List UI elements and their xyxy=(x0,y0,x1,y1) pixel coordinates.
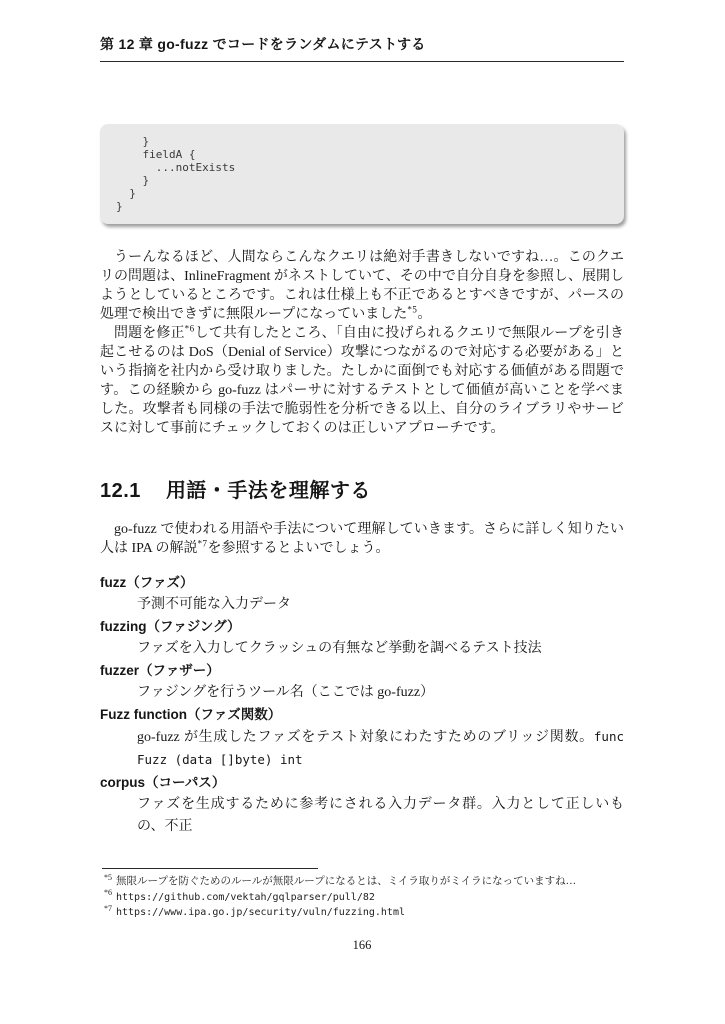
code-block xyxy=(100,124,624,224)
footnote-ref-7: *7 xyxy=(197,538,208,549)
footnote-marker: *5 xyxy=(104,872,112,882)
code-line: fieldA { xyxy=(116,148,196,161)
footnote-6 xyxy=(100,890,624,906)
glossary-desc-text: go-fuzz が生成したファズをテスト対象にわたすためのブリッジ関数。 xyxy=(137,730,594,745)
paragraph-text: go-fuzz で使われる用語や手法について理解していきます。さらに詳しく知りたい人は IPA の解説 xyxy=(100,522,624,556)
footnote-7 xyxy=(100,905,624,921)
glossary-term-corpus: corpus（コーパス） xyxy=(100,775,226,790)
paragraph-text: して共有したところ、「自由に投げられるクエリで無限ループを引き起こせるのは DoS（Denial of Service）攻撃につながるので対応する必要がある」という指摘を社内から受け取りました。たしかに面倒でも対応する価値がある問題です。この経験から go-fuzz はパーサに対するテストとして価値が高いことを学べました。攻撃者も同様の手法で脆弱性を分析できる以上、自分のライブラリやサービスに対して事前にチェックしておくのは正しいアプローチです。 xyxy=(100,326,624,436)
code-line: } xyxy=(116,135,150,148)
footnote-ref-6: *6 xyxy=(184,323,195,334)
glossary-desc-fuzz xyxy=(137,594,624,616)
paragraph-text: 問題を修正 xyxy=(114,326,185,341)
glossary-term-fuzzer: fuzzer（ファザー） xyxy=(100,663,220,678)
footnote-ref-5: *5 xyxy=(407,304,418,315)
glossary-term-fuzzing: fuzzing（ファジング） xyxy=(100,619,241,634)
code-line: } xyxy=(116,187,136,200)
running-header xyxy=(100,0,624,62)
code-line: } xyxy=(116,174,150,187)
footnote-rule xyxy=(102,868,318,869)
glossary-desc-text: ファズを入力してクラッシュの有無など挙動を調べるテスト技法 xyxy=(137,641,542,656)
footnote-text: 無限ループを防ぐためのルールが無限ループになるとは、ミイラ取りがミイラになっていますね… xyxy=(116,876,577,887)
footnote-5 xyxy=(100,874,624,890)
paragraph-text: うーんなるほど、人間ならこんなクエリは絶対手書きしないですね…。このクエリの問題は、InlineFragment がネストしていて、その中で自分自身を参照し、展開しようとしているところです。これは仕様上も不正であるとすべきですが、パースの処理で検出できずに無限ループになっていました xyxy=(100,250,624,322)
paragraph-query-problem xyxy=(100,248,624,324)
paragraph-dos-feedback xyxy=(100,324,624,438)
footnote-url: https://github.com/vektah/gqlparser/pull/82 xyxy=(116,891,375,903)
glossary-term-fuzz: fuzz（ファズ） xyxy=(100,575,194,590)
glossary-desc-fuzzing xyxy=(137,638,624,660)
inline-code-fuzz-signature: func Fuzz (data []byte) int xyxy=(137,729,624,767)
section-heading xyxy=(100,474,624,503)
paragraph-glossary-intro xyxy=(100,520,624,558)
glossary-desc-text: ファズを生成するために参考にされる入力データ群。入力として正しいもの、不正 xyxy=(137,797,624,834)
glossary-desc-text: 予測不可能な入力データ xyxy=(137,597,291,612)
page-number: 166 xyxy=(352,937,372,952)
glossary-term-fuzz-function: Fuzz function（ファズ関数） xyxy=(100,707,282,722)
section-title: 用語・手法を理解する xyxy=(165,480,371,502)
footnote-url: https://www.ipa.go.jp/security/vuln/fuzzing.html xyxy=(116,907,405,918)
glossary-list xyxy=(100,572,624,838)
paragraph-text: 。 xyxy=(417,307,432,322)
footnote-marker: *6 xyxy=(104,888,112,897)
code-line: } xyxy=(116,200,123,213)
footnote-marker: *7 xyxy=(104,903,112,913)
glossary-desc-fuzz-function xyxy=(137,726,624,772)
paragraph-text: を参照するとよいでしょう。 xyxy=(207,541,390,556)
chapter-title: 第 12 章 go-fuzz でコードをランダムにテストする xyxy=(100,36,426,52)
code-line: ...notExists xyxy=(116,161,236,174)
glossary-desc-fuzzer xyxy=(137,682,624,704)
section-number: 12.1 xyxy=(100,480,141,502)
glossary-desc-corpus xyxy=(137,794,624,838)
footnotes-section xyxy=(100,868,624,921)
glossary-desc-text: ファジングを行うツール名（ここでは go-fuzz） xyxy=(137,685,435,700)
